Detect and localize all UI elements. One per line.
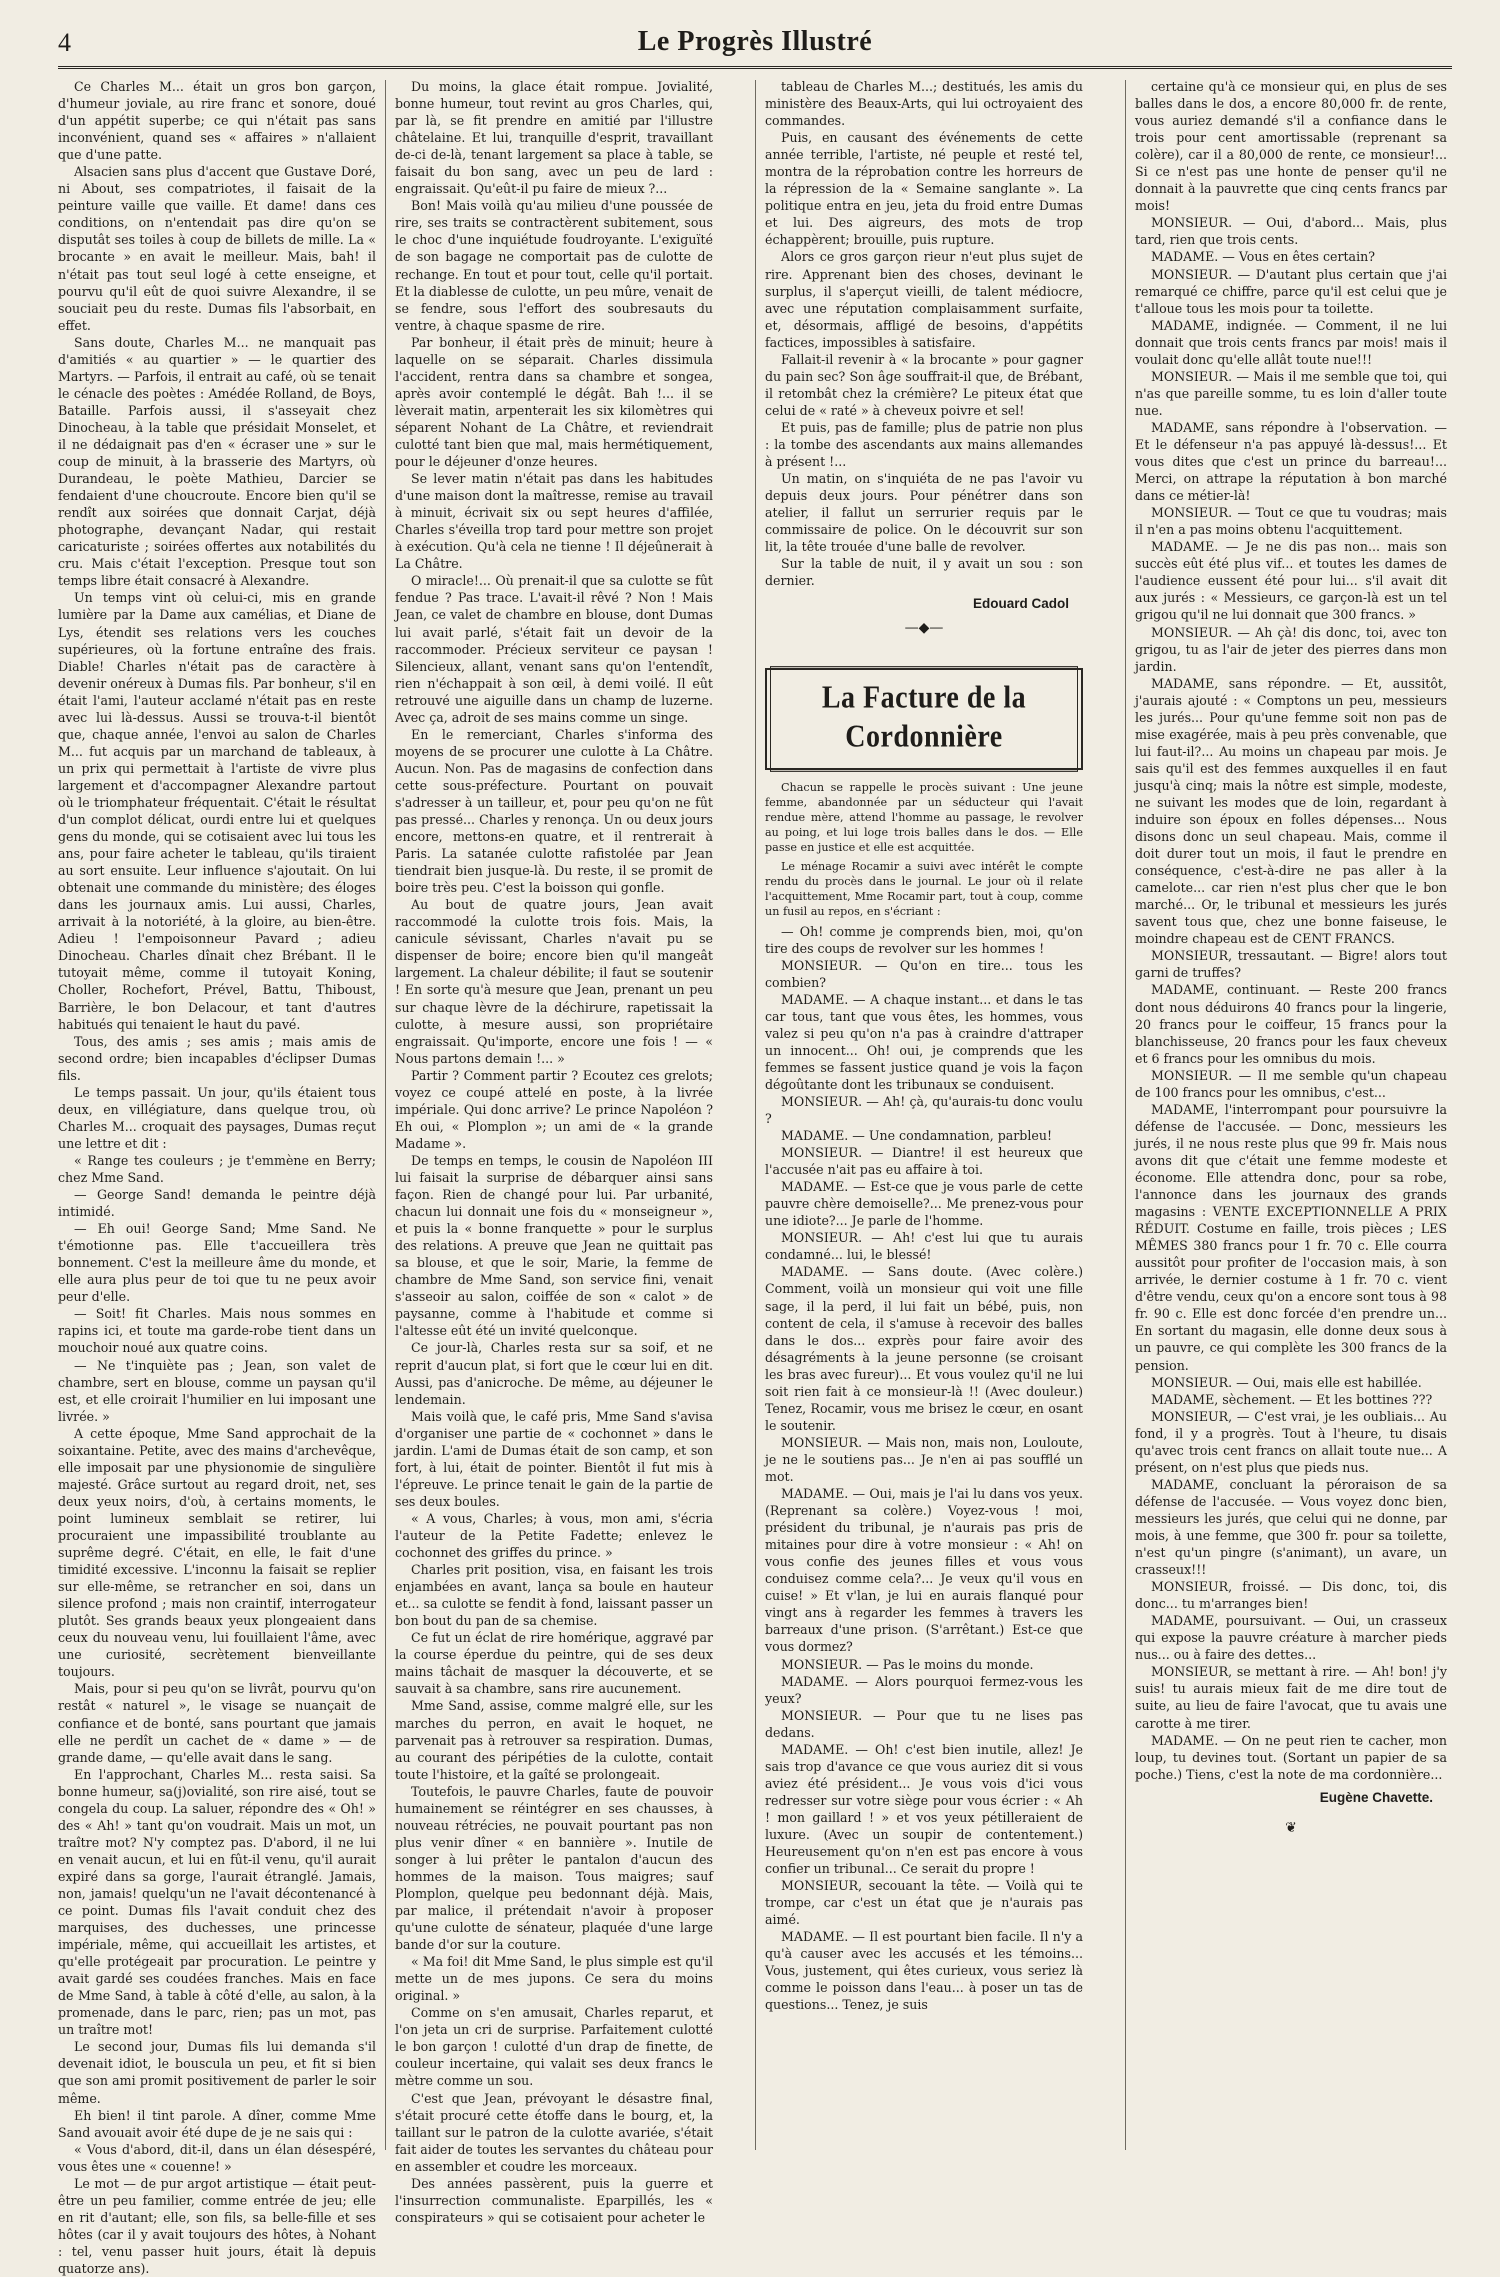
paragraph: tableau de Charles M...; destitués, les amis du ministère des Beaux-Arts, qui lui octroyaient des commandes.	[765, 79, 1083, 129]
paragraph: MADAME, sans répondre à l'observation. — Et le défenseur n'a pas appuyé là-dessus!... Et vous dites que c'est un prince du barreau!... Merci, on attrape la réputation à bon marché dans ce métier-là!	[1135, 419, 1447, 504]
paragraph: Le mot — de pur argot artistique — était peut-être un peu familier, comme entrée de jeu; elle en rit d'autant; elle, son fils, sa belle-fille et ses hôtes (car il y avait toujours des hôtes, à Nohant : tel, venu passer huit jours, était là depuis quatorze ans).	[58, 2175, 376, 2276]
paragraph: — George Sand! demanda le peintre déjà intimidé.	[58, 1187, 376, 1220]
paragraph: MADAME. — Il est pourtant bien facile. Il n'y a qu'à causer avec les accusés et les témoins... Vous, justement, qui êtes curieux, vous seriez là comme le poisson dans l'eau... à poser un tas de questions... Tenez, je suis	[765, 1929, 1083, 2013]
paragraph: De temps en temps, le cousin de Napoléon III lui faisait la surprise de débarquer ainsi sans façon. Rien de changé pour lui. Par urbanité, chacun lui donnait une fois du « monseigneur », et puis la « bonne franquette » pour le surplus des relations. A preuve que Jean ne quittait pas sa blouse, et que le soir, Marie, la femme de chambre de Mme Sand, son service fini, venait s'asseoir au salon, coiffée de son « calot » de paysanne, comme à l'habitude et comme si l'altesse eût été un invité quelconque.	[395, 1152, 713, 1339]
paragraph: MADAME. — Une condamnation, parbleu!	[781, 1128, 1053, 1144]
paragraph: MONSIEUR. — Ah! çà, qu'aurais-tu donc voulu ?	[765, 1093, 1083, 1127]
paragraph: MADAME. — Vous en êtes certain?	[1151, 249, 1375, 265]
paragraph: MONSIEUR, — C'est vrai, je les oubliais... Au fond, il y a progrès. Tout à l'heure, tu disais qu'avec trois cent francs on allait toute nue... A présent, on n'est plus que pieds nus.	[1135, 1408, 1447, 1475]
paragraph: MADAME, sèchement. — Et les bottines ???	[1151, 1391, 1433, 1407]
story2-title: La Facture de la Cordonnière	[770, 666, 1078, 772]
story2-lead	[765, 780, 1083, 919]
paragraph: Sans doute, Charles M... ne manquait pas d'amitiés « au quartier » — le quartier des Martyrs. — Parfois, il entrait au café, où se tenait le cénacle des poètes : Amédée Rolland, de Boys, Bataille. Parfois aussi, il s'asseyait chez Dinocheau, à la table que présidait Monselet, et il ne dédaignait pas d'en « écraser une » sur le coup de minuit, à la brasserie des Martyrs, où Durandeau, le poète Mathieu, Darcier se fendaient d'une choucroute. Encore bien qu'il se rendît aux soirées que donnait Carjat, déjà photographe, devançant Nadar, qui restait caricaturiste ; soirées offertes aux notabilités du cru. Mais c'était l'exception. Presque tout son temps libre était consacré à Alexandre.	[58, 334, 376, 589]
paragraph: Mais, pour si peu qu'on se livrât, pourvu qu'on restât « naturel », le visage se nuançait de confiance et de bonté, sans pourtant que jamais elle ne perdît un cachet de « dame » — de grande dame, — qu'elle avait dans le sang.	[58, 1681, 376, 1765]
story2-title-box	[765, 668, 1083, 770]
paragraph: MADAME, continuant. — Reste 200 francs dont nous déduirons 40 francs pour la lingerie, 20 francs pour le coiffeur, 15 francs pour la blanchisseuse, 20 francs pour les faux cheveux et 6 francs pour les omnibus du mois.	[1135, 982, 1447, 1066]
paragraph: MONSIEUR. — Pour que tu ne lises pas dedans.	[765, 1707, 1083, 1740]
paragraph: — Eh oui! George Sand; Mme Sand. Ne t'émotionne pas. Elle t'accueillera très bonnement. C'est la meilleure âme du monde, et elle aura plus peur de toi que tu ne peux avoir peur d'elle.	[58, 1221, 376, 1305]
paragraph: MONSIEUR. — Pas le moins du monde.	[781, 1656, 1034, 1672]
paragraph: Ce fut un éclat de rire homérique, aggravé par la course éperdue du peintre, qui de ses deux mains tâchait de masquer la découverte, et se sauvait à sa chambre, sans rire aucunement.	[395, 1630, 713, 1697]
column-1	[58, 78, 376, 2277]
paragraph: Chacun se rappelle le procès suivant : Une jeune femme, abandonnée par un séducteur qui l'avait rendue mère, attend l'homme au passage, le revolver au poing, et lui loge trois balles dans le dos. — Elle passe en justice et elle est acquittée.	[765, 780, 1083, 854]
column-2	[395, 78, 713, 2226]
paragraph: Bon! Mais voilà qu'au milieu d'une poussée de rire, ses traits se contractèrent subitement, sous le choc d'une inquiétude foudroyante. L'exiguïté de son bagage ne comportait pas de culotte de rechange. En tout et pour tout, celle qu'il portait. Et la diablesse de culotte, un peu mûre, venait de se fendre, sous l'effort des soubresauts du ventre, à chaque spasme de rire.	[395, 198, 713, 333]
column-divider	[755, 80, 756, 2150]
paragraph: MADAME. — Oui, mais je l'ai lu dans vos yeux. (Reprenant sa colère.) Voyez-vous ! moi, président du tribunal, je n'aurais pas pris de mitaines pour dire à votre monsieur : « Ah! on vous confie des jeunes filles et vous vous conduisez comme cela?... Je veux qu'il vous en cuise! » Et v'lan, je lui en aurais flanqué pour vingt ans à regarder les femmes à travers les barreaux d'une prison. (S'arrêtant.) Est-ce que vous dormez?	[765, 1486, 1083, 1655]
paragraph: Puis, en causant des événements de cette année terrible, l'artiste, né peuple et resté tel, montra de la réprobation contre les horreurs de la répression de la « Semaine sanglante ». La politique entra en jeu, jeta du froid entre Dumas et lui. Des aigreurs, des mots de trop échappèrent; brouille, puis rupture.	[765, 130, 1083, 248]
paragraph: MONSIEUR. — Diantre! il est heureux que l'accusée n'ait pas eu affaire à toi.	[765, 1145, 1083, 1178]
paragraph: Comme on s'en amusait, Charles reparut, et l'on jeta un cri de surprise. Parfaitement culotté le bon garçon ! culotté d'un drap de finette, de couleur incertaine, qui valait ses deux francs le mètre comme un sou.	[395, 2005, 713, 2089]
paragraph: Ce jour-là, Charles resta sur sa soif, et ne reprit d'aucun plat, si fort que le cœur lui en dit. Aussi, pas d'anicroche. De même, au déjeuner le lendemain.	[395, 1340, 713, 1407]
paragraph: Eh bien! il tint parole. A dîner, comme Mme Sand avouait avoir été dupe de je ne sais qui :	[58, 2107, 376, 2140]
paragraph: Charles prit position, visa, en faisant les trois enjambées en avant, lança sa boule en hauteur et... sa culotte se fendit à fond, laissant passer un bon bout du pan de sa chemise.	[395, 1562, 713, 1629]
paragraph: MADAME. — A chaque instant... et dans le tas car tous, tant que vous êtes, les hommes, vous valez si peu qu'on n'a pas à craindre d'attraper un innocent... Oh! oui, je comprends que les femmes se fassent justice quand je vois la façon dégoûtante dont les tribunaux se conduisent.	[765, 991, 1083, 1092]
paragraph: Le temps passait. Un jour, qu'ils étaient tous deux, en villégiature, dans quelque trou, où Charles M... croquait des paysages, Dumas reçut une lettre et dit :	[58, 1084, 376, 1151]
paragraph: MONSIEUR. — Ah çà! dis donc, toi, avec ton grigou, tu as l'air de jeter des pierres dans mon jardin.	[1135, 624, 1447, 674]
paragraph: MADAME. — Je ne dis pas non... mais son succès eût été plus vif... et toutes les dames de l'audience eussent été pour lui... s'il avait dit aux jurés : « Messieurs, ce garçon-là est un tel grigou qu'il ne lui donnait que 300 francs. »	[1135, 539, 1447, 623]
paragraph: Ce Charles M... était un gros bon garçon, d'humeur joviale, au rire franc et sonore, doué d'un appétit superbe; ce qui n'était pas sans inconvénient, quand ses « affaires » n'allaient que d'une patte.	[58, 79, 376, 163]
paragraph: C'est que Jean, prévoyant le désastre final, s'était procuré cette étoffe dans le bourg, et, la taillant sur le patron de la culotte avariée, s'était fait aider de toutes les servantes du château pour en assembler et coudre les morceaux.	[395, 2090, 713, 2174]
paragraph: MADAME, sans répondre. — Et, aussitôt, j'aurais ajouté : « Comptons un peu, messieurs les jurés... Pour qu'une femme soit non pas de mise exagérée, mais à peu près convenable, que lui faut-il?... Au moins un chapeau par mois. Je sais qu'il est des femmes auxquelles il en faut jusqu'à cinq; mais la nôtre est simple, modeste, ne suivant les modes que de loin, regardant à induire son époux en folles dépenses... Nous disons donc un seul chapeau. Mais, comme il doit durer tout un mois, il faut le prendre en conséquence, c'est-à-dire ne pas aller à la camelote... car rien n'est plus cher que le bon marché... Or, le tribunal et messieurs les jurés savent tous que, chez une bonne faiseuse, le moindre chapeau est de CENT FRANCS.	[1135, 675, 1447, 947]
paragraph: MADAME. — Oh! c'est bien inutile, allez! Je sais trop d'avance ce que vous auriez dit si vous aviez été président... Je vous vois d'ici vous redresser sur votre siège pour vous écrier : « Ah ! mon gaillard ! » et vos yeux pétilleraient de luxure. (Avec un soupir de contentement.) Heureusement qu'on n'en est pas encore à vous confier un tribunal... Ce serait du propre !	[765, 1741, 1083, 1877]
paragraph: Le second jour, Dumas fils lui demanda s'il devenait idiot, le bouscula un peu, et fit si bien que son ami promit positivement de parler le soir même.	[58, 2039, 376, 2106]
paragraph: En le remerciant, Charles s'informa des moyens de se procurer une culotte à La Châtre. Aucun. Non. Pas de magasins de confection dans cette sous-préfecture. Pourtant on pouvait s'adresser à un tailleur, et, pour peu qu'on ne fût pas pressé... Charles y renonça. Un ou deux jours encore, mettons-en quatre, et il rentrerait à Paris. La satanée culotte rafistolée par Jean tiendrait bien jusque-là. Du reste, il se promit de boire très peu. C'est la boisson qui gonfle.	[395, 726, 713, 896]
newspaper-title: Le Progrès Illustré	[637, 26, 873, 57]
separator-ornament: —◆—	[904, 620, 944, 637]
paragraph: MONSIEUR. — Tout ce que tu voudras; mais il n'en a pas moins obtenu l'acquittement.	[1135, 505, 1447, 538]
paragraph: MONSIEUR. — Ah! c'est lui que tu aurais condamné... lui, le blessé!	[765, 1230, 1083, 1263]
story2-signature: Eugène Chavette.	[1319, 1789, 1433, 1805]
paragraph: Par bonheur, il était près de minuit; heure à laquelle on se séparait. Charles dissimula l'accident, rentra dans sa chambre et songea, après avoir contemplé le dégât. Bah !... il se lèverait matin, arpenterait les six kilomètres qui séparent Nohant de La Châtre, et reviendrait culotté tant bien que mal, mais hermétiquement, pour le déjeuner d'onze heures.	[395, 334, 713, 470]
column-3	[765, 78, 1083, 2014]
page-number: 4	[58, 28, 71, 57]
paragraph: MADAME. — Est-ce que je vous parle de cette pauvre chère demoiselle?... Me prenez-vous pour une idiote?... Je parle de l'homme.	[765, 1179, 1083, 1229]
paragraph: MADAME, l'interrompant pour poursuivre la défense de l'accusée. — Donc, messieurs les jurés, il ne nous reste plus que 99 fr. Mais nous avons dit que c'était une femme modeste et économe. Elle attendra donc, pour sa robe, l'annonce dans les journaux des grands magasins : VENTE EXCEPTIONNELLE A PRIX RÉDUIT. Costume en faille, trois pièces ; LES MÊMES 380 francs pour 1 fr. 70 c. Elle courra aussitôt pour profiter de l'occasion mais, à son arrivée, le dernier costume à 1 fr. 70 c. vient d'être vendu, ceux qu'on a encore sont tous à 98 fr. 90 c. Elle est donc forcée d'en prendre un... En sortant du magasin, elle donne deux sous à un pauvre, ce qui complète les 300 francs de la pension.	[1135, 1101, 1447, 1373]
page-header	[58, 24, 1452, 64]
paragraph: Fallait-il revenir à « la brocante » pour gagner du pain sec? Son âge souffrait-il que, de Brébant, il retombât chez la crémière? Le piteux état que celui de « raté » à cheveux poivre et sel!	[765, 351, 1083, 418]
paragraph: « Range tes couleurs ; je t'emmène en Berry; chez Mme Sand.	[58, 1152, 376, 1185]
paragraph: Des années passèrent, puis la guerre et l'insurrection communaliste. Eparpillés, les « conspirateurs » qui se cotisaient pour acheter le	[395, 2175, 713, 2225]
paragraph: MONSIEUR. — D'autant plus certain que j'ai remarqué ce chiffre, parce qu'il est celui que je t'alloue tous les mois pour ta toilette.	[1135, 266, 1447, 316]
paragraph: MADAME, poursuivant. — Oui, un crasseux qui expose la pauvre créature à marcher pieds nus... ou à faire des dettes...	[1135, 1613, 1447, 1663]
paragraph: Mme Sand, assise, comme malgré elle, sur les marches du perron, en avait le hoquet, ne parvenait pas à retrouver sa respiration. Dumas, au courant des péripéties de la culotte, contait toute l'histoire, et la gaîté se prolongeait.	[395, 1698, 713, 1782]
paragraph: Le ménage Rocamir a suivi avec intérêt le compte rendu du procès dans le journal. Le jour où il relate l'acquittement, Mme Rocamir part, tout à coup, comme un fusil au repos, en s'écriant :	[765, 859, 1083, 918]
paragraph: MONSIEUR. — Mais non, mais non, Louloute, je ne le soutiens pas... Je n'en ai pas soufflé un mot.	[765, 1434, 1083, 1484]
paragraph: MADAME. — Sans doute. (Avec colère.) Comment, voilà un monsieur qui voit une fille sage, il la perd, il lui fait un bébé, puis, non content de cela, il s'amuse à recevoir des balles dans le dos... exprès pour faire avoir des désagréments à la jeune personne (se croisant les bras avec fureur)... Et vous voulez qu'il ne lui soit rien fait à ce monsieur-là !! (Avec douleur.) Tenez, Rocamir, vous me brisez le cœur, en osant le soutenir.	[765, 1264, 1083, 1433]
paragraph: MADAME, concluant la péroraison de sa défense de l'accusée. — Vous voyez donc bien, messieurs les jurés, que celui qui ne donne, par mois, à une femme, que 300 fr. pour sa toilette, n'est qu'un pingre (s'animant), un avare, un crasseux!!!	[1135, 1476, 1447, 1578]
paragraph: MONSIEUR, se mettant à rire. — Ah! bon! j'y suis! tu aurais mieux fait de me dire tout de suite, au lieu de faire l'avocat, que tu avais une carotte à me tirer.	[1135, 1664, 1447, 1731]
paragraph: MONSIEUR. — Oui, d'abord... Mais, plus tard, rien que trois cents.	[1135, 215, 1447, 248]
paragraph: MADAME, indignée. — Comment, il ne lui donnait que trois cents francs par mois! mais il voulait donc qu'elle allât toute nue!!!	[1135, 317, 1447, 367]
paragraph: Un temps vint où celui-ci, mis en grande lumière par la Dame aux camélias, et Diane de Lys, étendit ses relations vers les couches supérieures, où la fortune entraîne des frais. Diable! Charles n'était pas de caractère à devenir onéreux à Dumas fils. Par bonheur, s'il en était l'ami, l'auteur acclamé n'était pas en reste avec lui là-dessus. Aussi se trouva-t-il bientôt que, chaque année, l'envoi au salon de Charles M... fut acquis par un marchand de tableaux, à un prix qui permettait à l'artiste de vivre plus largement et d'accompagner Alexandre partout où le triomphateur fréquentait. C'était le résultat d'un complot délicat, ourdi entre lui et quelques gens du monde, qui se cotisaient avec lui tous les ans, pour faire acheter le tableau, qu'ils tiraient au sort ensuite. Leur influence s'ajoutait. On lui obtenait une commande du ministère; des éloges dans les journaux amis. Lui aussi, Charles, arrivait à la notoriété, à la gloire, au bien-être. Adieu ! l'empoisonneur Pavard ; adieu Dinocheau. Charles dînait chez Brébant. Il le tutoyait même, comme il tutoyait Koning, Choller, Rochefort, Prével, Battu, Thiboust, Barrière, le bon Delacour, et tant d'autres habitués qui tenaient le haut du pavé.	[58, 590, 376, 1032]
header-rule	[58, 66, 1452, 69]
paragraph: MONSIEUR, tressautant. — Bigre! alors tout garni de truffes?	[1135, 948, 1447, 981]
story1-signature: Edouard Cadol	[972, 596, 1069, 612]
paragraph: A cette époque, Mme Sand approchait de la soixantaine. Petite, avec des mains d'archevêque, elle imposait par une physionomie de singulière majesté. Grâce surtout au regard droit, net, ses deux yeux noirs, d'où, à certains moments, le point lumineux semblait se retirer, lui procuraient une impassibilité troublante au suprême degré. C'était, en elle, le fait d'une timidité excessive. L'inconnu la faisait se replier sur elle-même, se retrancher en soi, dans un silence profond ; mais non craintif, interrogateur plutôt. Ses grands beaux yeux plongeaient dans ceux du nouveau venu, lui fouillaient l'âme, avec une curiosité, secrètement bienveillante toujours.	[58, 1425, 376, 1680]
paragraph: MADAME. — Alors pourquoi fermez-vous les yeux?	[765, 1673, 1083, 1706]
paragraph: « Vous d'abord, dit-il, dans un élan désespéré, vous êtes une « couenne! »	[58, 2141, 376, 2174]
paragraph: Et puis, pas de famille; plus de patrie non plus : la tombe des ascendants aux mains allemandes à présent !...	[765, 419, 1083, 470]
paragraph: — Soit! fit Charles. Mais nous sommes en rapins ici, et toute ma garde-robe tient dans un mouchoir noué aux quatre coins.	[58, 1306, 376, 1356]
column-4	[1135, 78, 1447, 1837]
paragraph: MONSIEUR. — Qu'on en tire... tous les combien?	[765, 957, 1083, 990]
paragraph: Partir ? Comment partir ? Ecoutez ces grelots; voyez ce coupé attelé en poste, à la livrée impériale. Qui donc arrive? Le prince Napoléon ? Eh oui, « Plomplon »; un ami de « la grande Madame ».	[395, 1067, 713, 1151]
paragraph: Au bout de quatre jours, Jean avait raccommodé la culotte trois fois. Mais, la canicule sévissant, Charles n'avait pu se dispenser de boire; encore bien qu'il mangeât largement. La chaleur débilite; il faut se soutenir ! En sorte qu'à mesure que Jean, prenant un peu sur chaque lèvre de la déchirure, rapetissait la culotte, à mesure aussi, son propriétaire engraissait. Qu'importe, encore une fois ! — « Nous partons demain !... »	[395, 897, 713, 1066]
story1-ending	[765, 78, 1083, 589]
story2-dialogue	[765, 923, 1083, 2014]
story2-dialogue-continued	[1135, 78, 1447, 1783]
paragraph: MONSIEUR, froissé. — Dis donc, toi, dis donc... tu m'arranges bien!	[1135, 1579, 1447, 1612]
paragraph: Toutefois, le pauvre Charles, faute de pouvoir humainement se réintégrer en ses chausses, à nouveau rétrécies, ne pouvait pourtant pas non plus venir dîner « en bannière ». Inutile de songer à lui prêter le pantalon d'aucun des hommes de la maison. Tous maigres; sauf Plomplon, quelque peu bedonnant déjà. Mais, par malice, il prétendait n'avoir à proposer qu'une culotte de sénateur, plaquée d'une large bande d'or sur la couture.	[395, 1783, 713, 1953]
paragraph: — Oh! comme je comprends bien, moi, qu'on tire des coups de revolver sur les hommes !	[765, 923, 1083, 956]
paragraph: Alsacien sans plus d'accent que Gustave Doré, ni About, ses compatriotes, il faisait de la peinture vaille que vaille. Et dame! dans ces conditions, on n'entendait pas dire qu'on se disputât ses toiles à coup de billets de mille. La « brocante » en avait le meilleur. Mais, bah! il n'était pas tout seul logé à cette enseigne, et pourvu qu'il eût de quoi suivre Alexandre, il se souciait peu du reste. Dumas fils l'absorbait, en effet.	[58, 164, 376, 333]
paragraph: Sur la table de nuit, il y avait un sou : son dernier.	[765, 556, 1083, 589]
end-ornament: ❦	[1285, 1819, 1297, 1836]
paragraph: MADAME. — On ne peut rien te cacher, mon loup, tu devines tout. (Sortant un papier de sa poche.) Tiens, c'est la note de ma cordonnière...	[1135, 1732, 1447, 1782]
paragraph: MONSIEUR. — Mais il me semble que toi, qui n'as que pareille somme, tu es loin d'aller toute nue.	[1135, 368, 1447, 418]
paragraph: « A vous, Charles; à vous, mon ami, s'écria l'auteur de la Petite Fadette; enlevez le cochonnet des griffes du prince. »	[395, 1510, 713, 1561]
paragraph: Un matin, on s'inquiéta de ne pas l'avoir vu depuis deux jours. Pour pénétrer dans son atelier, il fallut un serrurier requis par le commissaire de police. On le découvrit sur son lit, la tête trouée d'une balle de revolver.	[765, 471, 1083, 555]
paragraph: MONSIEUR, secouant la tête. — Voilà qui te trompe, car c'est un état que je n'aurais pas aimé.	[765, 1878, 1083, 1928]
paragraph: — Ne t'inquiète pas ; Jean, son valet de chambre, sert en blouse, comme un paysan qu'il est, et elle croirait l'humilier en lui imposant une livrée. »	[58, 1357, 376, 1424]
paragraph: En l'approchant, Charles M... resta saisi. Sa bonne humeur, sa(j)ovialité, son rire aisé, tout se congela du coup. La saluer, répondre des « Oh! » des « Ah! » tant qu'on voudrait. Mais un mot, un traître mot? N'y comptez pas. D'abord, il ne lui en venait aucun, et lui en fût-il venu, qu'il aurait expiré dans sa gorge, l'aurait étranglé. Jamais, non, jamais! quelqu'un ne l'avait décontenancé à ce point. Dumas fils l'avait conduit chez des marquises, des duchesses, une princesse impériale, même, qui accueillait les artistes, et qu'elle protégeait par procuration. Le peintre y avait gardé ses coudées franches. Mais en face de Mme Sand, à table à côté d'elle, au salon, à la promenade, dans le parc, rien; pas un mot, pas un traître mot!	[58, 1766, 376, 2038]
paragraph: Mais voilà que, le café pris, Mme Sand s'avisa d'organiser une partie de « cochonnet » dans le jardin. L'ami de Dumas était de son camp, et son fort, à lui, était de pointer. Bientôt il fut mis à l'épreuve. Le prince tenait le gain de la partie de ses deux boules.	[395, 1408, 713, 1509]
column-divider	[1125, 80, 1126, 2150]
paragraph: « Ma foi! dit Mme Sand, le plus simple est qu'il mette un de mes jupons. Ce sera du moins original. »	[395, 1954, 714, 2004]
paragraph: certaine qu'à ce monsieur qui, en plus de ses balles dans le dos, a encore 80,000 fr. de rente, vous auriez demandé s'il a confiance dans le trois pour cent amortissable (reprenant sa colère), car il a 80,000 de rente, ce monsieur!... Si ce n'est pas une honte de penser qu'il ne donnait à la pauvrette que cinq cents francs par mois!	[1135, 79, 1447, 214]
paragraph: Se lever matin n'était pas dans les habitudes d'une maison dont la maîtresse, remise au travail à minuit, écrivait six ou sept heures d'affilée, Charles s'éveilla trop tard pour mettre son projet à exécution. Qu'à cela ne tienne ! Il déjeûnerait à La Châtre.	[395, 471, 713, 572]
paragraph: Alors ce gros garçon rieur n'eut plus sujet de rire. Apprenant bien des choses, devinant le surplus, il s'aperçut vieilli, de talent médiocre, avec une réputation complaisamment surfaite, et, désormais, affligé de besoins, d'appétits factices, impossibles à satisfaire.	[765, 249, 1083, 350]
paragraph: Tous, des amis ; ses amis ; mais amis de second ordre; bien incapables d'éclipser Dumas fils.	[58, 1033, 376, 1083]
paragraph: O miracle!... Où prenait-il que sa culotte se fût fendue ? Pas trace. L'avait-il rêvé ? Non ! Mais Jean, ce valet de chambre en blouse, dont Dumas lui avait parlé, s'était fait un devoir de la raccommoder. Précieux serviteur ce paysan ! Silencieux, allant, venant sans qu'on l'entendît, rien n'échappait à son œil, à demi voilé. Il eût retrouvé une aiguille dans un champ de luzerne. Avec ça, adroit de ses mains comme un singe.	[395, 573, 713, 725]
paragraph: Du moins, la glace était rompue. Jovialité, bonne humeur, tout revint au gros Charles, qui, par là, se fit prendre en amitié par l'illustre châtelaine. Et lui, tranquille d'esprit, travaillant de-ci de-là, tenant largement sa place à table, se faisait du bon sang, avec un peu de lard : engraissait. Qu'eût-il pu faire de mieux ?...	[395, 79, 713, 197]
column-divider	[385, 80, 386, 2150]
paragraph: MONSIEUR. — Oui, mais elle est habillée.	[1151, 1374, 1422, 1390]
paragraph: MONSIEUR. — Il me semble qu'un chapeau de 100 francs pour les omnibus, c'est...	[1135, 1067, 1447, 1100]
